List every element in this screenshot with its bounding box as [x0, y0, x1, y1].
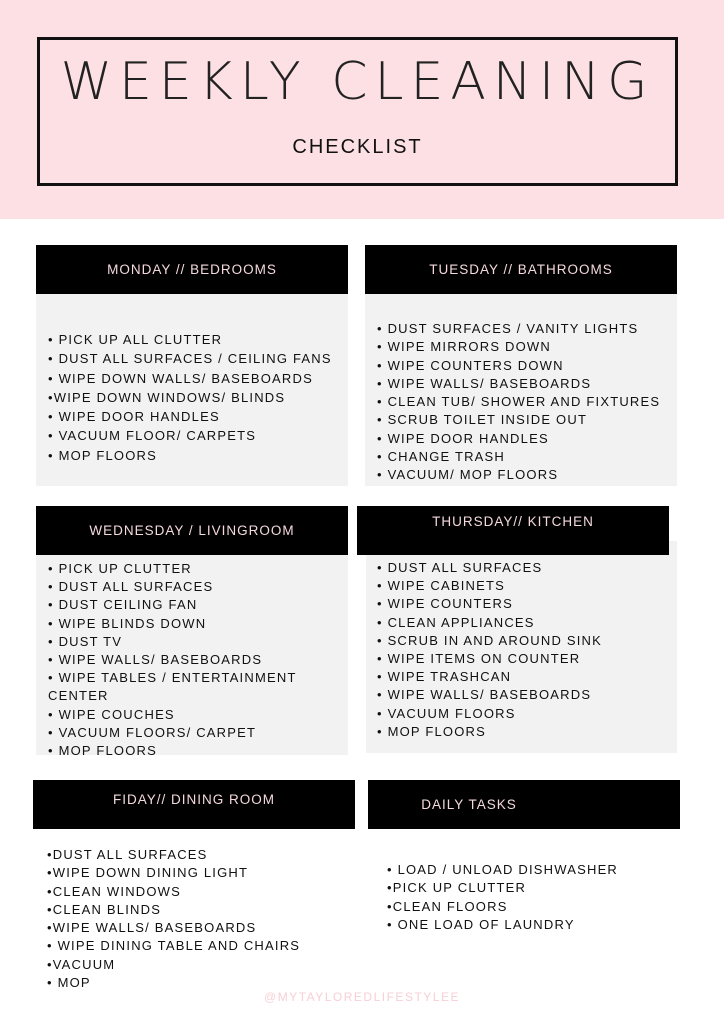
task-item: • CLEAN TUB/ SHOWER AND FIXTURES [377, 394, 661, 410]
task-item: • WIPE ITEMS ON COUNTER [377, 651, 581, 667]
daily-task-list [387, 861, 618, 934]
task-item: • VACUUM FLOORS [377, 705, 516, 721]
monday-heading: MONDAY // BEDROOMS [107, 262, 277, 277]
task-item: • DUST CEILING FAN [48, 597, 198, 613]
task-item: CENTER [48, 688, 109, 704]
task-item: •PICK UP CLUTTER [387, 880, 527, 896]
task-item: • CHANGE TRASH [377, 449, 506, 465]
monday-task-list [48, 330, 332, 465]
page-title: WEEKLY CLEANING [60, 52, 655, 112]
task-item: • LOAD / UNLOAD DISHWASHER [387, 862, 619, 877]
task-item: • WIPE WALLS/ BASEBOARDS [48, 652, 263, 668]
task-item: • WIPE DINING TABLE AND CHAIRS [47, 938, 301, 954]
task-item: • MOP [47, 975, 91, 991]
friday-task-list [47, 846, 300, 992]
title-frame [37, 37, 678, 186]
task-item: • CLEAN APPLIANCES [377, 614, 535, 630]
task-item: • WIPE COUNTERS DOWN [377, 357, 564, 373]
task-item: • DUST TV [48, 633, 123, 649]
task-item: • WIPE WALLS/ BASEBOARDS [377, 687, 592, 703]
task-item: • WIPE COUNTERS [377, 596, 513, 612]
task-item: •WIPE WALLS/ BASEBOARDS [47, 920, 257, 936]
task-item: • WIPE BLINDS DOWN [48, 615, 207, 631]
task-item: • DUST ALL SURFACES [48, 579, 214, 595]
friday-header [33, 780, 355, 829]
task-item: • MOP FLOORS [48, 743, 158, 759]
task-item: • WIPE MIRRORS DOWN [377, 339, 551, 355]
thursday-heading: THURSDAY// KITCHEN [432, 514, 594, 529]
wednesday-header [36, 506, 348, 555]
wednesday-task-list [48, 560, 297, 760]
thursday-task-list [377, 559, 602, 741]
page-subtitle: CHECKLIST [292, 136, 423, 158]
monday-header [36, 245, 348, 294]
task-item: • VACUUM/ MOP FLOORS [377, 467, 559, 483]
task-item: • MOP FLOORS [377, 723, 487, 739]
task-item: • PICK UP ALL CLUTTER [48, 332, 223, 347]
task-item: • DUST ALL SURFACES [377, 560, 543, 575]
task-item: • WIPE COUCHES [48, 706, 175, 722]
task-item: • SCRUB TOILET INSIDE OUT [377, 412, 588, 428]
task-item: • WIPE CABINETS [377, 578, 506, 594]
task-item: • VACUUM FLOORS/ CARPET [48, 724, 257, 740]
task-item: • WIPE DOOR HANDLES [48, 409, 220, 425]
task-item: •CLEAN FLOORS [387, 898, 508, 914]
daily-heading: DAILY TASKS [421, 797, 517, 812]
tuesday-task-list [377, 320, 660, 485]
task-item: • DUST SURFACES / VANITY LIGHTS [377, 321, 639, 336]
tuesday-header [365, 245, 677, 294]
task-item: • VACUUM FLOOR/ CARPETS [48, 428, 257, 444]
task-item: • WIPE DOWN WALLS/ BASEBOARDS [48, 370, 313, 386]
task-item: • WIPE TRASHCAN [377, 669, 512, 685]
task-item: • WIPE DOOR HANDLES [377, 430, 549, 446]
task-item: •WIPE DOWN WINDOWS/ BLINDS [48, 389, 286, 405]
task-item: • WIPE TABLES / ENTERTAINMENT [48, 670, 297, 686]
task-item: •CLEAN BLINDS [47, 901, 162, 917]
task-item: •DUST ALL SURFACES [47, 847, 208, 862]
task-item: •WIPE DOWN DINING LIGHT [47, 865, 249, 881]
daily-header [368, 780, 680, 829]
task-item: • MOP FLOORS [48, 447, 158, 463]
task-item: •CLEAN WINDOWS [47, 883, 182, 899]
task-item: • SCRUB IN AND AROUND SINK [377, 632, 603, 648]
thursday-header [357, 506, 669, 555]
title-banner [0, 0, 724, 219]
task-item: • ONE LOAD OF LAUNDRY [387, 916, 575, 932]
task-item: • DUST ALL SURFACES / CEILING FANS [48, 351, 332, 367]
task-item: • WIPE WALLS/ BASEBOARDS [377, 375, 592, 391]
task-item: • PICK UP CLUTTER [48, 561, 192, 576]
friday-heading: FIDAY// DINING ROOM [112, 792, 275, 807]
footer-handle: @MYTAYLOREDLIFESTYLEE [264, 990, 460, 1004]
tuesday-heading: TUESDAY // BATHROOMS [429, 262, 613, 277]
task-item: •VACUUM [47, 956, 116, 972]
wednesday-heading: WEDNESDAY / LIVINGROOM [89, 523, 295, 538]
